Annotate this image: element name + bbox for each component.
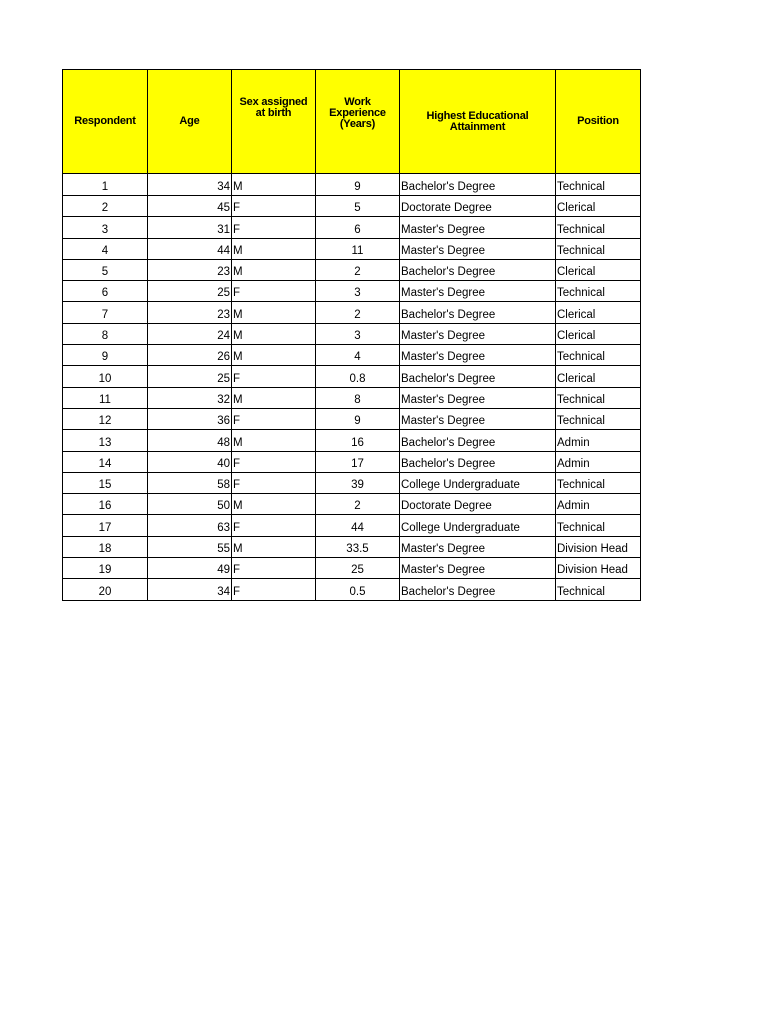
table-body	[63, 174, 641, 601]
cell-education[interactable]: Master's Degree	[400, 558, 556, 579]
cell-respondent[interactable]: 2	[63, 196, 148, 217]
table-row	[63, 515, 641, 536]
cell-education[interactable]: Bachelor's Degree	[400, 302, 556, 323]
table-row	[63, 387, 641, 408]
cell-position[interactable]: Technical	[556, 472, 641, 493]
respondent-table	[62, 69, 641, 601]
table-row	[63, 302, 641, 323]
cell-sex[interactable]: F	[232, 366, 316, 387]
header-row	[63, 70, 641, 174]
cell-work-experience[interactable]: 3	[316, 281, 400, 302]
cell-age[interactable]: 32	[148, 387, 232, 408]
cell-respondent[interactable]: 15	[63, 472, 148, 493]
cell-education[interactable]: Master's Degree	[400, 536, 556, 557]
cell-work-experience[interactable]: 44	[316, 515, 400, 536]
cell-age[interactable]: 26	[148, 345, 232, 366]
table-row	[63, 558, 641, 579]
cell-age[interactable]: 23	[148, 259, 232, 280]
cell-education[interactable]: Master's Degree	[400, 345, 556, 366]
cell-sex[interactable]: F	[232, 579, 316, 600]
cell-respondent[interactable]: 13	[63, 430, 148, 451]
cell-work-experience[interactable]: 5	[316, 196, 400, 217]
cell-age[interactable]: 45	[148, 196, 232, 217]
cell-position[interactable]: Clerical	[556, 196, 641, 217]
cell-respondent[interactable]: 7	[63, 302, 148, 323]
cell-respondent[interactable]: 4	[63, 238, 148, 259]
table-row	[63, 536, 641, 557]
table-row	[63, 345, 641, 366]
cell-respondent[interactable]: 6	[63, 281, 148, 302]
cell-respondent[interactable]: 1	[63, 174, 148, 196]
cell-position[interactable]: Technical	[556, 387, 641, 408]
cell-sex[interactable]: M	[232, 259, 316, 280]
cell-age[interactable]: 55	[148, 536, 232, 557]
cell-respondent[interactable]: 3	[63, 217, 148, 238]
cell-education[interactable]: Doctorate Degree	[400, 494, 556, 515]
cell-work-experience[interactable]: 2	[316, 259, 400, 280]
cell-age[interactable]: 44	[148, 238, 232, 259]
cell-sex[interactable]: M	[232, 536, 316, 557]
cell-age[interactable]: 48	[148, 430, 232, 451]
cell-position[interactable]: Clerical	[556, 323, 641, 344]
cell-respondent[interactable]: 19	[63, 558, 148, 579]
cell-sex[interactable]: M	[232, 387, 316, 408]
table-row	[63, 408, 641, 429]
cell-position[interactable]: Technical	[556, 515, 641, 536]
cell-respondent[interactable]: 5	[63, 259, 148, 280]
cell-sex[interactable]: M	[232, 494, 316, 515]
cell-work-experience[interactable]: 17	[316, 451, 400, 472]
cell-age[interactable]: 40	[148, 451, 232, 472]
cell-position[interactable]: Clerical	[556, 366, 641, 387]
cell-sex[interactable]: M	[232, 430, 316, 451]
cell-position[interactable]: Technical	[556, 238, 641, 259]
cell-respondent[interactable]: 14	[63, 451, 148, 472]
cell-education[interactable]: Bachelor's Degree	[400, 259, 556, 280]
cell-sex[interactable]: F	[232, 558, 316, 579]
cell-respondent[interactable]: 18	[63, 536, 148, 557]
cell-age[interactable]: 36	[148, 408, 232, 429]
cell-age[interactable]: 63	[148, 515, 232, 536]
table-header	[63, 70, 641, 174]
table-row	[63, 430, 641, 451]
cell-respondent[interactable]: 20	[63, 579, 148, 600]
cell-work-experience[interactable]: 4	[316, 345, 400, 366]
cell-age[interactable]: 34	[148, 579, 232, 600]
header-education: Highest Educational Attainment	[400, 70, 556, 174]
cell-position[interactable]: Technical	[556, 281, 641, 302]
cell-respondent[interactable]: 16	[63, 494, 148, 515]
cell-work-experience[interactable]: 3	[316, 323, 400, 344]
cell-work-experience[interactable]: 9	[316, 408, 400, 429]
cell-position[interactable]: Technical	[556, 345, 641, 366]
spreadsheet	[62, 69, 641, 601]
cell-work-experience[interactable]: 9	[316, 174, 400, 196]
cell-respondent[interactable]: 10	[63, 366, 148, 387]
cell-position[interactable]: Admin	[556, 494, 641, 515]
cell-respondent[interactable]: 17	[63, 515, 148, 536]
table-row	[63, 579, 641, 600]
cell-position[interactable]: Technical	[556, 174, 641, 196]
header-age: Age	[148, 70, 232, 174]
cell-education[interactable]: Master's Degree	[400, 217, 556, 238]
cell-sex[interactable]: F	[232, 217, 316, 238]
cell-position[interactable]: Admin	[556, 430, 641, 451]
cell-work-experience[interactable]: 16	[316, 430, 400, 451]
cell-work-experience[interactable]: 0.5	[316, 579, 400, 600]
cell-work-experience[interactable]: 25	[316, 558, 400, 579]
cell-sex[interactable]: F	[232, 472, 316, 493]
cell-respondent[interactable]: 12	[63, 408, 148, 429]
cell-work-experience[interactable]: 2	[316, 302, 400, 323]
cell-education[interactable]: Doctorate Degree	[400, 196, 556, 217]
cell-work-experience[interactable]: 39	[316, 472, 400, 493]
cell-position[interactable]: Technical	[556, 579, 641, 600]
cell-age[interactable]: 49	[148, 558, 232, 579]
cell-age[interactable]: 34	[148, 174, 232, 196]
cell-age[interactable]: 23	[148, 302, 232, 323]
table-row	[63, 217, 641, 238]
cell-age[interactable]: 31	[148, 217, 232, 238]
cell-sex[interactable]: M	[232, 238, 316, 259]
cell-sex[interactable]: F	[232, 281, 316, 302]
cell-sex[interactable]: M	[232, 302, 316, 323]
table-row	[63, 366, 641, 387]
cell-sex[interactable]: F	[232, 451, 316, 472]
header-position: Position	[556, 70, 641, 174]
cell-age[interactable]: 58	[148, 472, 232, 493]
table-row	[63, 174, 641, 196]
cell-education[interactable]: Bachelor's Degree	[400, 430, 556, 451]
cell-position[interactable]: Clerical	[556, 302, 641, 323]
cell-education[interactable]: Bachelor's Degree	[400, 579, 556, 600]
cell-sex[interactable]: M	[232, 345, 316, 366]
cell-age[interactable]: 24	[148, 323, 232, 344]
cell-position[interactable]: Clerical	[556, 259, 641, 280]
cell-education[interactable]: College Undergraduate	[400, 515, 556, 536]
cell-education[interactable]: Master's Degree	[400, 408, 556, 429]
cell-sex[interactable]: F	[232, 408, 316, 429]
cell-respondent[interactable]: 11	[63, 387, 148, 408]
cell-age[interactable]: 50	[148, 494, 232, 515]
cell-work-experience[interactable]: 6	[316, 217, 400, 238]
cell-education[interactable]: Master's Degree	[400, 323, 556, 344]
cell-education[interactable]: Bachelor's Degree	[400, 174, 556, 196]
cell-education[interactable]: Bachelor's Degree	[400, 451, 556, 472]
cell-work-experience[interactable]: 33.5	[316, 536, 400, 557]
cell-respondent[interactable]: 8	[63, 323, 148, 344]
cell-sex[interactable]: M	[232, 174, 316, 196]
cell-sex[interactable]: M	[232, 323, 316, 344]
cell-sex[interactable]: F	[232, 196, 316, 217]
cell-education[interactable]: Master's Degree	[400, 387, 556, 408]
table-row	[63, 238, 641, 259]
table-row	[63, 494, 641, 515]
cell-education[interactable]: Master's Degree	[400, 281, 556, 302]
cell-work-experience[interactable]: 2	[316, 494, 400, 515]
cell-work-experience[interactable]: 11	[316, 238, 400, 259]
table-row	[63, 472, 641, 493]
cell-work-experience[interactable]: 8	[316, 387, 400, 408]
cell-position[interactable]: Technical	[556, 217, 641, 238]
cell-sex[interactable]: F	[232, 515, 316, 536]
cell-work-experience[interactable]: 0.8	[316, 366, 400, 387]
header-respondent: Respondent	[63, 70, 148, 174]
cell-position[interactable]: Admin	[556, 451, 641, 472]
cell-position[interactable]: Division Head	[556, 558, 641, 579]
table-row	[63, 323, 641, 344]
header-work-experience: Work Experience (Years)	[316, 70, 400, 174]
cell-education[interactable]: Bachelor's Degree	[400, 366, 556, 387]
table-row	[63, 259, 641, 280]
table-row	[63, 281, 641, 302]
cell-age[interactable]: 25	[148, 366, 232, 387]
table-row	[63, 196, 641, 217]
header-sex: Sex assigned at birth	[232, 70, 316, 174]
cell-position[interactable]: Division Head	[556, 536, 641, 557]
cell-education[interactable]: Master's Degree	[400, 238, 556, 259]
cell-respondent[interactable]: 9	[63, 345, 148, 366]
cell-education[interactable]: College Undergraduate	[400, 472, 556, 493]
table-row	[63, 451, 641, 472]
cell-position[interactable]: Technical	[556, 408, 641, 429]
cell-age[interactable]: 25	[148, 281, 232, 302]
